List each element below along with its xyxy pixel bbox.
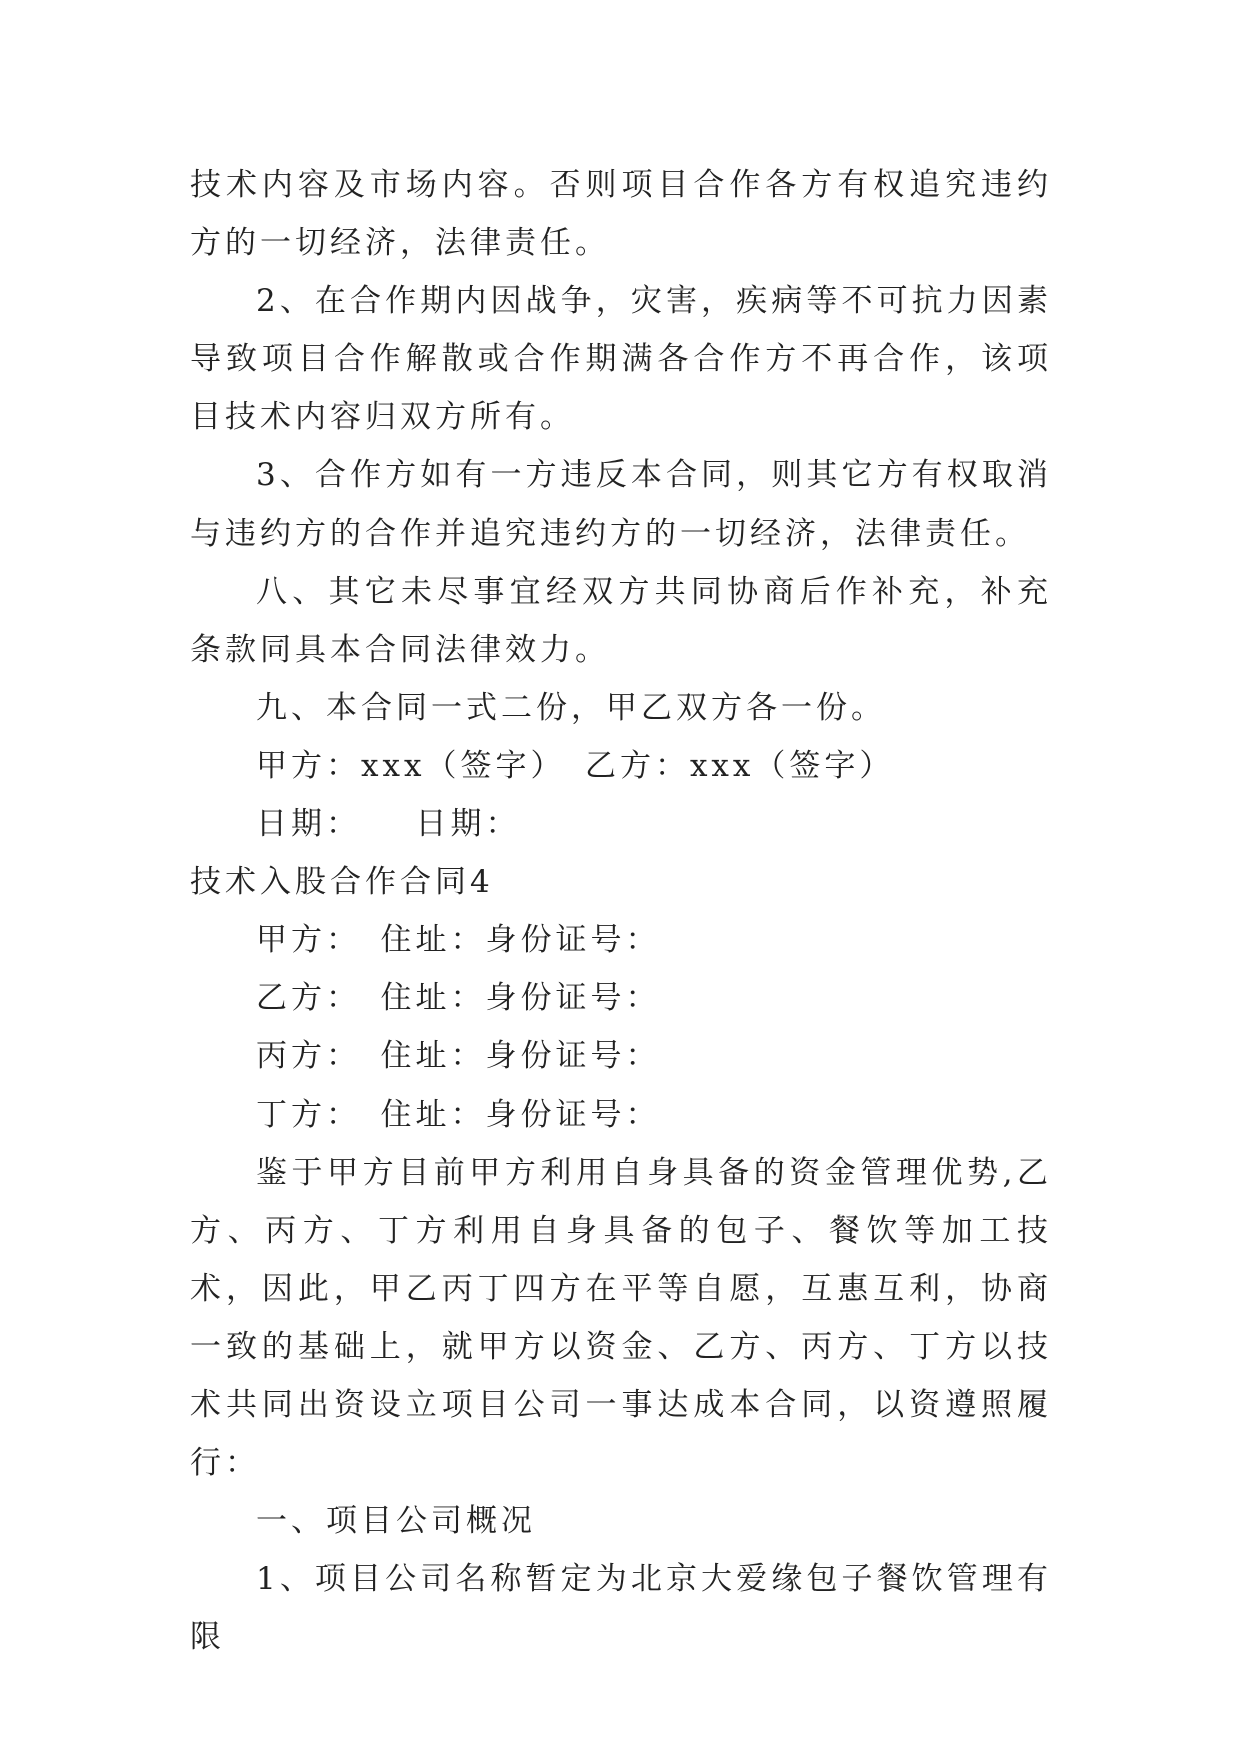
paragraph-section-8: 八、其它未尽事宜经双方共同协商后作补充，补充条款同具本合同法律效力。 — [190, 573, 1052, 668]
preamble-paragraph: 鉴于甲方目前甲方利用自身具备的资金管理优势,乙方、丙方、丁方利用自身具备的包子、餐饮等加工技术，因此，甲乙丙丁四方在平等自愿，互惠互利，协商一致的基础上，就甲方以资金、乙方、丙方、丁方以技术共同出资设立项目公司一事达成本合同，以资遵照履行： — [190, 1154, 1052, 1482]
paragraph-clause-3: 3、合作方如有一方违反本合同，则其它方有权取消与违约方的合作并追究违约方的一切经济，法律责任。 — [190, 457, 1052, 552]
paragraph-clause-1: 1、项目公司名称暂定为北京大爱缘包子餐饮管理有限 — [190, 1561, 1052, 1656]
paragraph-continuation: 技术内容及市场内容。否则项目合作各方有权追究违约方的一切经济，法律责任。 — [190, 167, 1052, 262]
party-b-line: 乙方： 住址：身份证号： — [256, 980, 661, 1017]
date-line: 日期： 日期： — [256, 806, 521, 843]
party-c-line: 丙方： 住址：身份证号： — [256, 1038, 661, 1075]
document-body — [190, 156, 1052, 1666]
paragraph-clause-2: 2、在合作期内因战争，灾害，疾病等不可抗力因素导致项目合作解散或合作期满各合作方不再合作，该项目技术内容归双方所有。 — [190, 283, 1052, 436]
paragraph-section-9: 九、本合同一式二份，甲乙双方各一份。 — [256, 689, 886, 726]
signature-line: 甲方：xxx（签字） 乙方：xxx（签字） — [256, 747, 895, 784]
party-a-line: 甲方： 住址：身份证号： — [256, 922, 661, 959]
document-title: 技术入股合作合同4 — [190, 864, 494, 901]
party-d-line: 丁方： 住址：身份证号： — [256, 1096, 661, 1133]
section-1-heading: 一、项目公司概况 — [256, 1503, 536, 1540]
